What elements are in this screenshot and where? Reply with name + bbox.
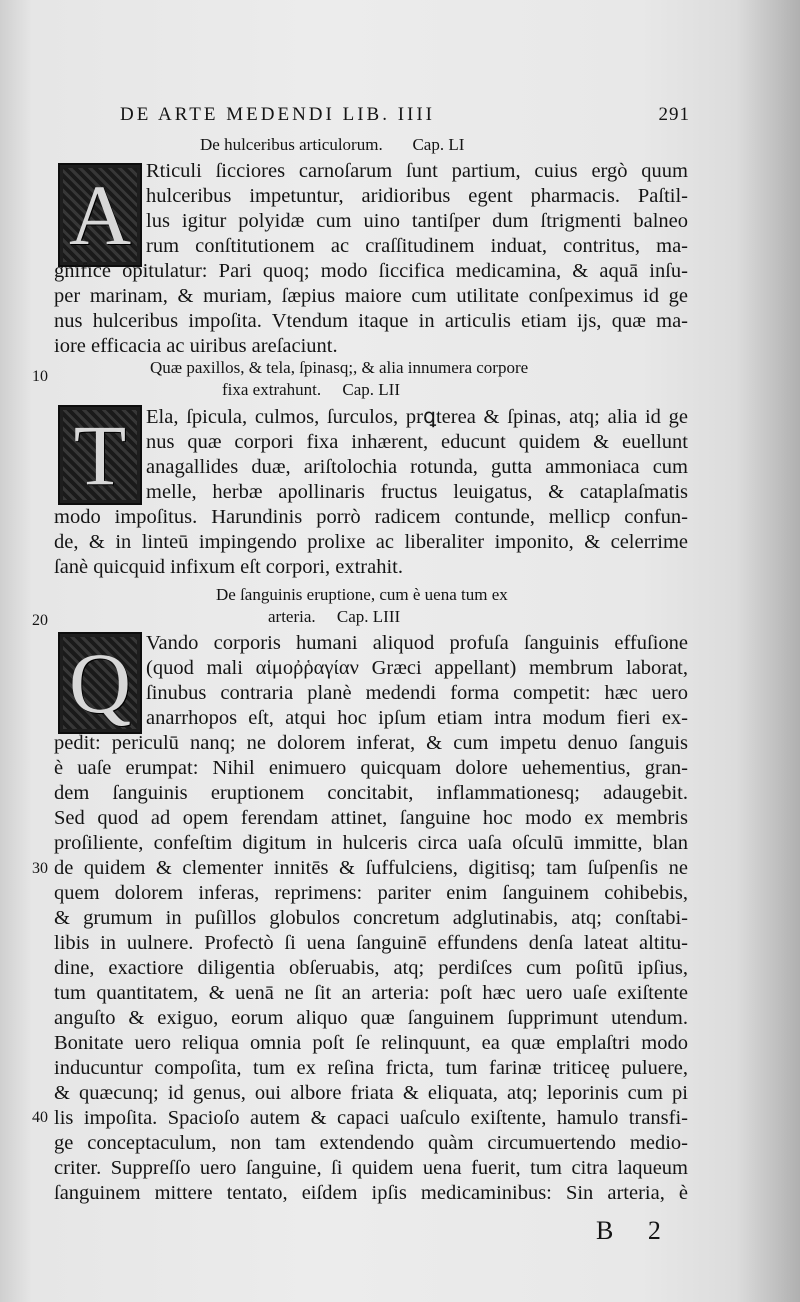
text-line: tum quantitatem, & uenā ne ſit an arteria: poſt hæc uero uaſe exiſtente (54, 982, 688, 1004)
running-title: DE ARTE MEDENDI LIB. IIII (120, 104, 436, 125)
heading-text: arteria. (268, 607, 316, 626)
text-line: Bonitate uero reliqua omnia poſt ſe relinquunt, ea quæ emplaſtri modo (54, 1032, 688, 1054)
text-line: anarrhopos eſt, atqui hoc ipſum etiam intra modum fieri ex- (146, 707, 688, 729)
page-number: 291 (658, 104, 690, 125)
text-line: ge conceptaculum, non tam extendendo quàm circumuertendo medio- (54, 1132, 688, 1154)
heading-text: fixa extrahunt. (222, 380, 322, 399)
running-header (120, 104, 690, 130)
text-line: lus igitur polyidæ cum uino tantiſper dum ſtrigmenti balneo (146, 210, 688, 232)
text-line: libis in uulnere. Profectò ſi uena ſanguinē effundens denſa lateat altitu- (54, 932, 688, 954)
chapter-number: Cap. LII (342, 380, 400, 399)
text-line: è uaſe erumpat: Nihil enimuero quicquam dolore uehementius, gran- (54, 757, 688, 779)
text-line: nus hulceribus impoſita. Vtendum itaque in articulis etiam ijs, quæ ma- (54, 310, 688, 332)
text-line: de, & in linteū impingendo prolixe ac liberaliter imponito, & celerrime (54, 531, 688, 553)
decorated-initial (58, 163, 142, 267)
chapter-heading (216, 584, 508, 606)
margin-line-number: 10 (32, 368, 48, 385)
text-line: proſiliente, confeſtim digitum in hulceris circa uaſa oſculū immitte, blan (54, 832, 688, 854)
text-line: de quidem & clementer innitēs & ſuffulciens, digitisq; tam ſuſpenſis ne (54, 857, 688, 879)
text-line: rum conſtitutionem ac craſſitudinem induat, contritus, ma- (146, 235, 688, 257)
text-line: pedit: periculū nanq; ne dolorem inferat, & cum impetu denuo ſanguis (54, 732, 688, 754)
text-line: anguſto & exiguo, eorum aliquo quæ ſanguinem ſupprimunt utendum. (54, 1007, 688, 1029)
initial-letter: T (73, 407, 127, 503)
text-line: gnifice opitulatur: Pari quoq; modo ſiccifica medicamina, & aquā inſu- (54, 260, 688, 282)
heading-text: De hulceribus articulorum. (200, 135, 383, 154)
decorated-initial (58, 405, 142, 505)
text-line: inducuntur compoſita, tum ex reſina fricta, tum farinæ triticeę puluere, (54, 1057, 688, 1079)
heading-text: Quæ paxillos, & tela, ſpinasq;, & alia innumera corpore (150, 358, 529, 377)
text-line: dem ſanguinis eruptionem concitabit, inflammationesq; adaugebit. (54, 782, 688, 804)
signature-mark: B 2 (596, 1216, 675, 1245)
initial-letter: Q (68, 635, 132, 731)
margin-line-number: 30 (32, 860, 48, 877)
text-line: ſinubus contraria planè medendi forma competit: hæc uero (146, 682, 688, 704)
initial-letter: A (68, 167, 132, 263)
text-line: Sed quod ad opem ferendam attinet, ſanguine hoc modo ex membris (54, 807, 688, 829)
decorated-initial (58, 632, 142, 734)
text-line: criter. Suppreſſo uero ſanguine, ſi quidem uena fuerit, tum citra laqueum (54, 1157, 688, 1179)
text-line: & grumum in puſillos globulos concretum adglutinabis, atq; conſtabi- (54, 907, 688, 929)
text-line: hulceribus impetuntur, aridioribus egent pharmacis. Paſtil- (146, 185, 688, 207)
text-line: ſanguinem mittere tentato, eiſdem ipſis medicaminibus: Sin arteria, è (54, 1182, 688, 1204)
chapter-heading-continued (222, 379, 400, 401)
text-line: lis impoſita. Spacioſo autem & capaci uaſculo exiſtente, hamulo transfi- (54, 1107, 688, 1129)
chapter-heading (200, 134, 464, 156)
text-line: anagallides duæ, ariſtolochia rotunda, gutta ammoniaca cum (146, 456, 688, 478)
text-line: quem dolorem inferas, reprimens: pariter enim ſanguinem cohibebis, (54, 882, 688, 904)
chapter-number: Cap. LI (412, 135, 465, 154)
text-line: ſanè quicquid infixum eſt corpori, extrahit. (54, 556, 403, 578)
text-line: per marinam, & muriam, ſæpius maiore cum utilitate conſpeximus id ge (54, 285, 688, 307)
text-line: nus quæ corpori fixa inhærent, educunt quidem & euellunt (146, 431, 688, 453)
margin-line-number: 20 (32, 612, 48, 629)
heading-text: De ſanguinis eruptione, cum è uena tum ex (216, 585, 508, 604)
chapter-heading (150, 357, 528, 379)
text-line: & quæcunq; id genus, oui albore friata & eliquata, atq; leporinis cum pi (54, 1082, 688, 1104)
text-line: iore efficacia ac uiribus areſaciunt. (54, 335, 338, 357)
chapter-heading-continued (268, 606, 400, 628)
text-line: dine, exactiore diligentia obſeruabis, atq; perdiſces cum poſitū ipſius, (54, 957, 688, 979)
text-line: Vando corporis humani aliquod profuſa ſanguinis effuſione (146, 632, 688, 654)
text-line: (quod mali αἱμοῤῥαγίαν Græci appellant) membrum laborat, (146, 657, 688, 679)
text-line: modo impoſitus. Harundinis porrò radicem contunde, mellicp confun- (54, 506, 688, 528)
margin-line-number: 40 (32, 1109, 48, 1126)
chapter-number: Cap. LIII (336, 607, 401, 626)
text-line: melle, herbæ apollinaris fructus leuigatus, & cataplaſmatis (146, 481, 688, 503)
text-line: Ela, ſpicula, culmos, ſurculos, prꝗterea & ſpinas, atq; alia id ge (146, 406, 688, 428)
text-line: Rticuli ſicciores carnoſarum ſunt partium, cuius ergò quum (146, 160, 688, 182)
